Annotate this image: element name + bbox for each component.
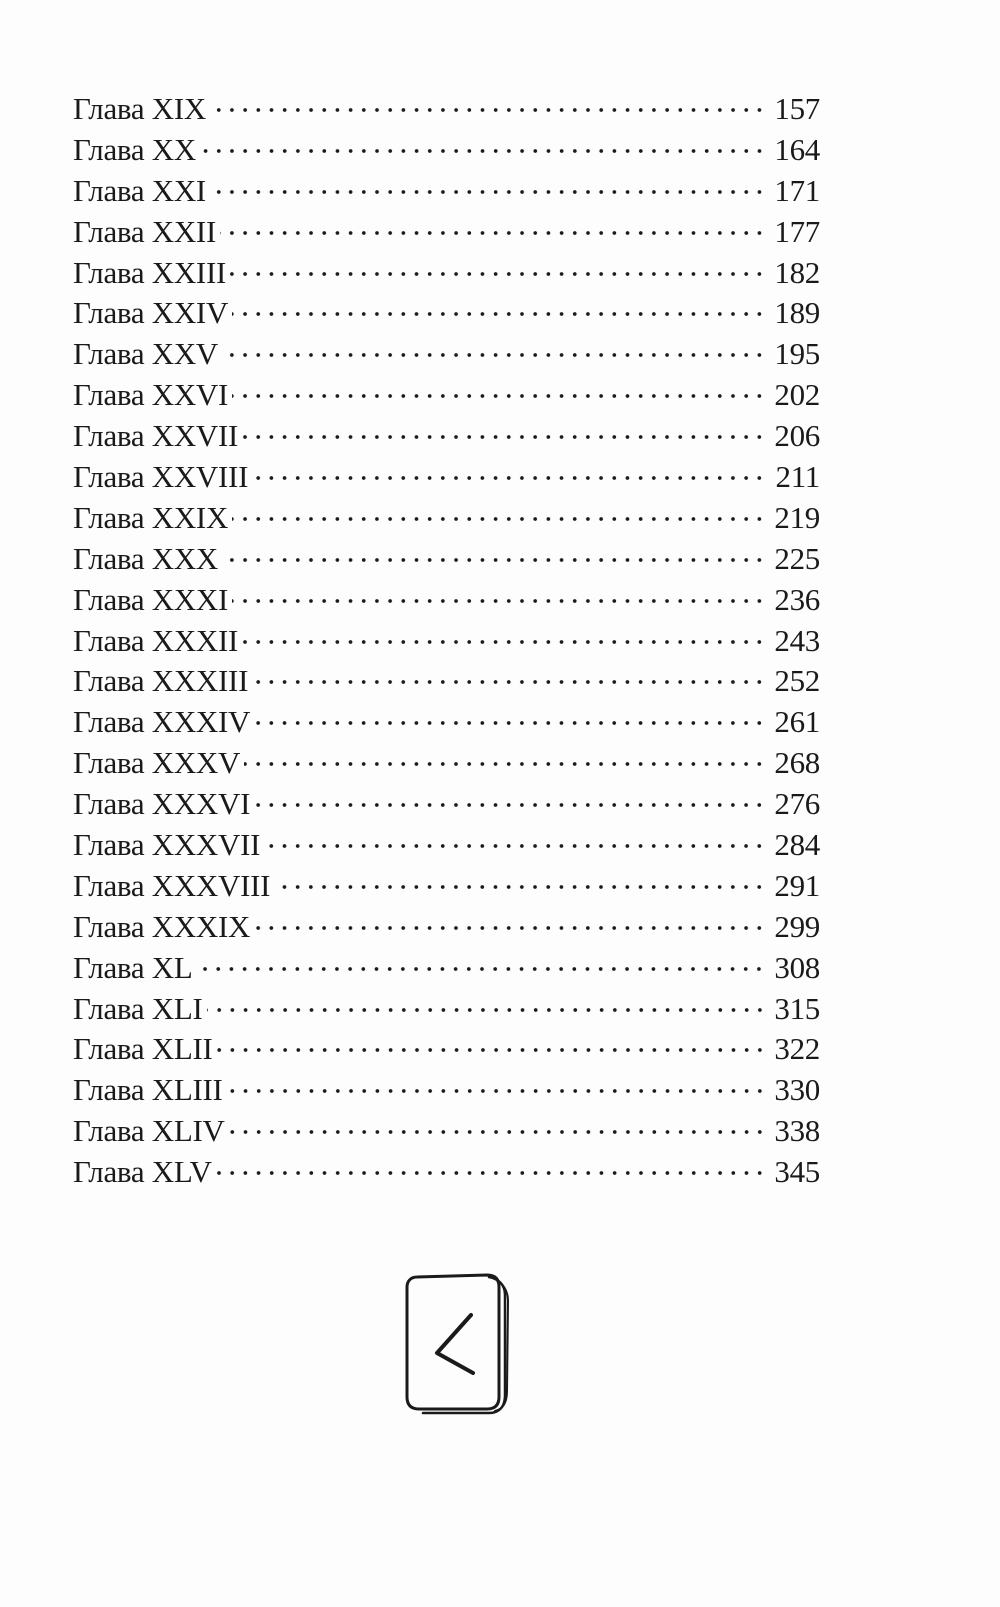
- toc-entry-page-number: 189: [774, 295, 820, 331]
- rune-stone-kaunan-icon: [403, 1267, 513, 1417]
- toc-entry-label: Глава XLII: [73, 1031, 213, 1067]
- toc-entry-page-number: 171: [774, 172, 820, 208]
- toc-entry-page-number: 202: [774, 377, 820, 413]
- toc-entry: [73, 948, 820, 989]
- toc-entry-label: Глава XXVI: [73, 377, 229, 413]
- toc-entry: [73, 171, 820, 212]
- toc-entry: [73, 253, 820, 294]
- toc-entry-page-number: 252: [774, 663, 820, 699]
- dot-leader: [220, 228, 766, 238]
- toc-entry-page-number: 164: [774, 131, 820, 167]
- toc-entry-label: Глава XLIV: [73, 1113, 225, 1149]
- toc-entry-page-number: 195: [774, 336, 820, 372]
- toc-entry-page-number: 330: [774, 1072, 820, 1108]
- dot-leader: [196, 964, 766, 974]
- toc-entry-label: Глава XLI: [73, 990, 203, 1026]
- toc-entry: [73, 1152, 820, 1193]
- dot-leader: [229, 1127, 766, 1137]
- dot-leader: [210, 105, 766, 115]
- toc-entry: [73, 621, 820, 662]
- dot-leader: [264, 841, 766, 851]
- toc-entry-page-number: 157: [774, 91, 820, 126]
- toc-entry-page-number: 236: [774, 581, 820, 617]
- toc-entry: [73, 1029, 820, 1070]
- dot-leader: [227, 1086, 766, 1096]
- toc-entry-label: Глава XXXI: [73, 581, 229, 617]
- toc-entry-page-number: 308: [774, 949, 820, 985]
- dot-leader: [252, 473, 766, 483]
- toc-entry-page-number: 322: [774, 1031, 820, 1067]
- toc-entry-page-number: 291: [774, 867, 820, 903]
- toc-entry-page-number: 276: [774, 786, 820, 822]
- dot-leader: [222, 350, 766, 360]
- toc-entry: [73, 743, 820, 784]
- toc-entry: [73, 293, 820, 334]
- toc-entry-label: Глава XXI: [73, 172, 206, 208]
- toc-entry: [73, 334, 820, 375]
- toc-entry: [73, 825, 820, 866]
- toc-entry-label: Глава XXXVII: [73, 827, 261, 863]
- toc-entry-label: Глава XXXIX: [73, 908, 251, 944]
- table-of-contents: [73, 89, 820, 1193]
- dot-leader: [230, 269, 766, 279]
- dot-leader: [207, 1005, 766, 1015]
- toc-entry-page-number: 315: [774, 990, 820, 1026]
- toc-entry: [73, 375, 820, 416]
- toc-entry-page-number: 177: [774, 213, 820, 249]
- toc-entry-page-number: 338: [774, 1113, 820, 1149]
- dot-leader: [232, 391, 766, 401]
- toc-entry-label: Глава XXXII: [73, 622, 239, 658]
- toc-entry-label: Глава XXV: [73, 336, 219, 372]
- toc-entry: [73, 130, 820, 171]
- toc-entry: [73, 866, 820, 907]
- dot-leader: [254, 800, 766, 810]
- dot-leader: [217, 1045, 766, 1055]
- toc-entry-page-number: 284: [774, 827, 820, 863]
- dot-leader: [242, 637, 766, 647]
- toc-entry: [73, 907, 820, 948]
- toc-entry-label: Глава XXIV: [73, 295, 229, 331]
- dot-leader: [274, 882, 766, 892]
- dot-leader: [216, 1168, 766, 1178]
- dot-leader: [210, 187, 766, 197]
- toc-entry-page-number: 182: [774, 254, 820, 290]
- toc-entry: [73, 580, 820, 621]
- toc-entry-page-number: 243: [774, 622, 820, 658]
- toc-entry-label: Глава XL: [73, 949, 193, 985]
- dot-leader: [254, 923, 766, 933]
- toc-entry-label: Глава XXXIV: [73, 704, 251, 740]
- toc-entry-page-number: 268: [774, 745, 820, 781]
- toc-entry-label: Глава XLIII: [73, 1072, 223, 1108]
- toc-entry: [73, 457, 820, 498]
- toc-entry-label: Глава XXX: [73, 540, 219, 576]
- toc-entry-page-number: 206: [774, 418, 820, 454]
- toc-entry-label: Глава XXXVI: [73, 786, 251, 822]
- toc-entry: [73, 702, 820, 743]
- toc-entry-label: Глава XXVIII: [73, 459, 249, 495]
- toc-entry: [73, 989, 820, 1030]
- toc-entry-page-number: 345: [774, 1154, 820, 1190]
- toc-entry-label: Глава XXVII: [73, 418, 239, 454]
- toc-entry-label: Глава XXXV: [73, 745, 241, 781]
- toc-entry-label: Глава XXXVIII: [73, 867, 271, 903]
- dot-leader: [232, 309, 766, 319]
- dot-leader: [254, 718, 766, 728]
- toc-entry-page-number: 299: [774, 908, 820, 944]
- toc-entry: [73, 1070, 820, 1111]
- toc-entry: [73, 784, 820, 825]
- toc-entry: [73, 661, 820, 702]
- toc-entry-page-number: 261: [774, 704, 820, 740]
- toc-entry-page-number: 211: [775, 459, 820, 495]
- dot-leader: [252, 677, 766, 687]
- toc-entry-label: Глава XIX: [73, 91, 206, 126]
- dot-leader: [242, 432, 766, 442]
- toc-entry: [73, 212, 820, 253]
- toc-entry: [73, 89, 820, 130]
- toc-entry: [73, 1111, 820, 1152]
- dot-leader: [232, 514, 766, 524]
- dot-leader: [222, 555, 766, 565]
- toc-entry-label: Глава XXXIII: [73, 663, 249, 699]
- dot-leader: [232, 596, 766, 606]
- toc-entry: [73, 416, 820, 457]
- dot-leader: [244, 759, 766, 769]
- toc-entry: [73, 539, 820, 580]
- toc-entry-label: Глава XXIII: [73, 254, 227, 290]
- toc-entry-label: Глава XXII: [73, 213, 216, 249]
- toc-entry-page-number: 225: [774, 540, 820, 576]
- dot-leader: [200, 146, 766, 156]
- toc-entry-label: Глава XLV: [73, 1154, 212, 1190]
- toc-entry-label: Глава XXIX: [73, 499, 229, 535]
- toc-entry-page-number: 219: [774, 499, 820, 535]
- toc-entry: [73, 498, 820, 539]
- toc-entry-label: Глава XX: [73, 131, 196, 167]
